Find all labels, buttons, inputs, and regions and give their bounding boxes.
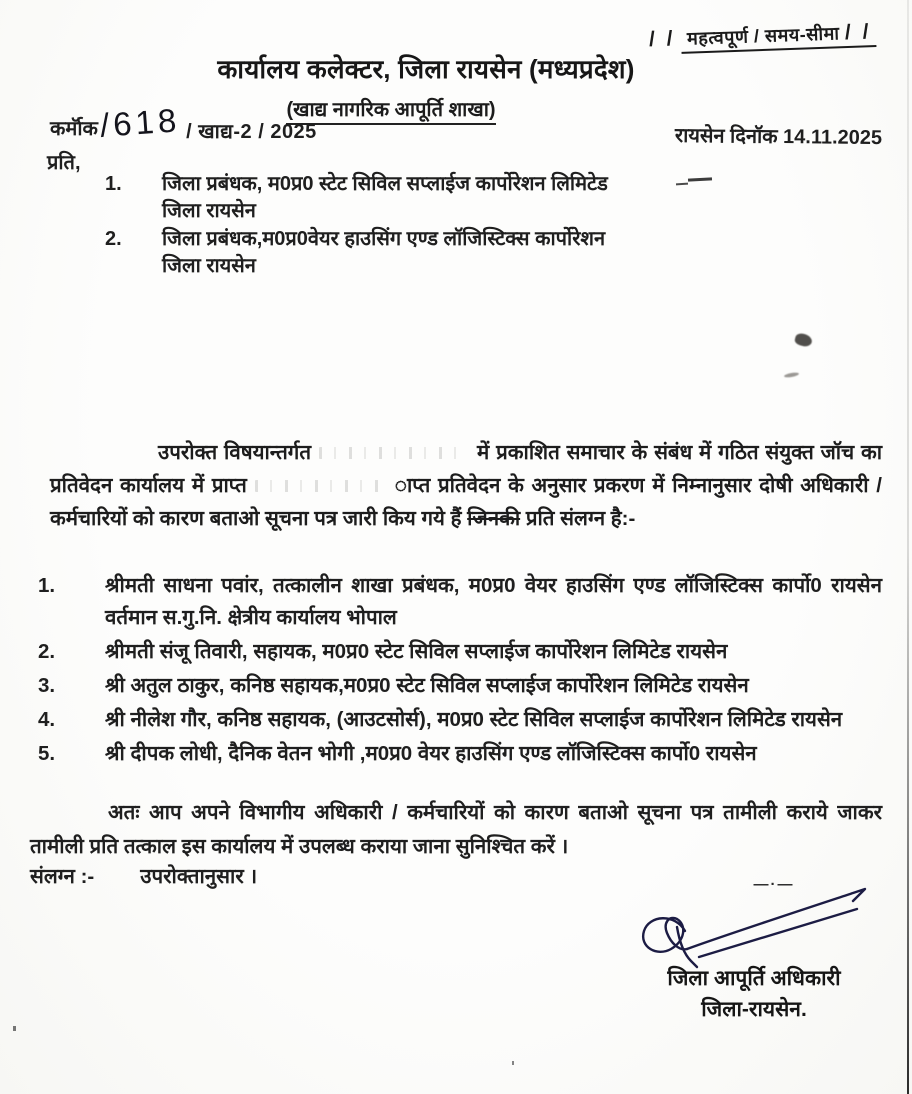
ref-number-label: कर्मॉक [50, 118, 98, 140]
whited-out-redaction [255, 480, 387, 492]
list-item [38, 670, 882, 702]
list-item [38, 738, 882, 770]
pen-dash-mark: —·— [753, 876, 795, 893]
ink-smudge [784, 372, 799, 379]
list-item-number: 5. [38, 742, 56, 765]
addressee-line1: जिला प्रबंधक,म0प्र0वेयर हाउसिंग एण्ड लॉजिस्टिक्स कार्पोरेशन [162, 228, 606, 250]
body-text: ाप्त प्रतिवेदन के अनुसार प्रकरण में निम्नानुसार दोषी अधिकारी / कर्मचारियों को कारण बताओ सूचना पत्र जारी किय गये हैं [50, 474, 882, 530]
body-text: प्रति संलग्न है:- [525, 507, 636, 530]
ink-smudge [794, 332, 813, 348]
body-text: में प्रकाशित समाचार के संबंध में गठित संयुक्त जॉच का प्रतिवेदन कार्यालय में प्राप्त [50, 441, 883, 497]
place-date: रायसेन दिनॉक 14.11.2025 [674, 124, 883, 150]
list-item-text: श्री अतुल ठाकुर, कनिष्ठ सहायक,म0प्र0 स्टेट सिविल सप्लाईज कार्पोरेशन लिमिटेड रायसेन [105, 674, 749, 697]
body-paragraph [50, 436, 882, 535]
handwritten-signature [629, 887, 879, 973]
annotation-open-slashes: / / [649, 27, 677, 51]
list-item-number: 3. [38, 674, 56, 697]
branch-subtitle-text: (खाद्य नागरिक आपूर्ति शाखा) [286, 99, 495, 125]
addressee-number: 1. [105, 173, 122, 195]
addressee-text [162, 226, 795, 280]
list-item [38, 570, 882, 634]
list-item-number: 1. [38, 574, 56, 597]
list-item-text: श्री दीपक लोधी, दैनिक वेतन भोगी ,म0प्र0 वेयर हाउसिंग एण्ड लॉजिस्टिक्स कार्पो0 रायसेन [105, 742, 757, 765]
priority-annotation [649, 20, 876, 52]
addressee-line2: जिला रायसेन [162, 255, 256, 277]
body-text: उपरोक्त विषयान्तर्गत [158, 441, 312, 464]
enclosure-line [30, 862, 257, 890]
notice-recipient-list [38, 570, 882, 772]
list-item-text: श्रीमती साधना पवांर, तत्कालीन शाखा प्रबंधक, म0प्र0 वेयर हाउसिंग एण्ड लॉजिस्टिक्स कार्पो0 रायसेन वर्तमान स.गु.नि. क्षेत्रीय कार्यालय भोपाल [105, 574, 882, 629]
office-title: कार्यालय कलेक्टर, जिला रायसेन (मध्यप्रदेश) [217, 54, 635, 84]
struck-word: जिनकी [467, 507, 521, 530]
list-item [38, 636, 882, 668]
ref-number-suffix: / खाद्य-2 / 2025 [186, 121, 317, 143]
list-item-number: 2. [38, 640, 56, 663]
enclosure-label: संलग्न :- [30, 865, 95, 888]
list-item [38, 704, 882, 736]
signatory-designation: जिला आपूर्ति अधिकारी [667, 967, 841, 990]
list-item-number: 4. [38, 708, 56, 731]
annotation-text: महत्वपूर्ण / समय-सीमा [687, 23, 841, 49]
ref-number-handwritten: /618 [98, 101, 182, 144]
signatory-district: जिला-रायसेन. [701, 998, 807, 1021]
scan-edge-artifact [907, 0, 909, 1094]
list-item-text: श्री नीलेश गौर, कनिष्ठ सहायक, (आउटसोर्स), म0प्र0 स्टेट सिविल सप्लाईज कार्पोरेशन लिमिटेड रायसेन [105, 708, 843, 731]
annotation-close-slashes: / / [845, 20, 873, 45]
addressee-number: 2. [105, 228, 122, 250]
list-item-text: श्रीमती संजू तिवारी, सहायक, म0प्र0 स्टेट सिविल सप्लाईज कार्पोरेशन लिमिटेड रायसेन [105, 640, 728, 663]
scan-speck [13, 1026, 16, 1031]
closing-paragraph: अतः आप अपने विभागीय अधिकारी / कर्मचारियों को कारण बताओ सूचना पत्र तामीली कराये जाकर तामीली प्रति तत्काल इस कार्यालय में उपलब्ध कराया जाना सुनिश्चित करें । [30, 801, 882, 858]
addressee-line2: जिला रायसेन [162, 200, 256, 222]
whited-out-redaction [319, 447, 469, 459]
signature-block [618, 876, 890, 1025]
salutation: प्रति, [47, 152, 81, 174]
addressee-line1: जिला प्रबंधक, म0प्र0 स्टेट सिविल सप्लाईज कार्पोरेशन लिमिटेड [162, 173, 608, 195]
scan-speck [512, 1061, 514, 1065]
enclosure-value: उपरोक्तानुसार । [140, 865, 258, 888]
addressee-list [105, 171, 795, 281]
addressee-row [105, 226, 795, 280]
